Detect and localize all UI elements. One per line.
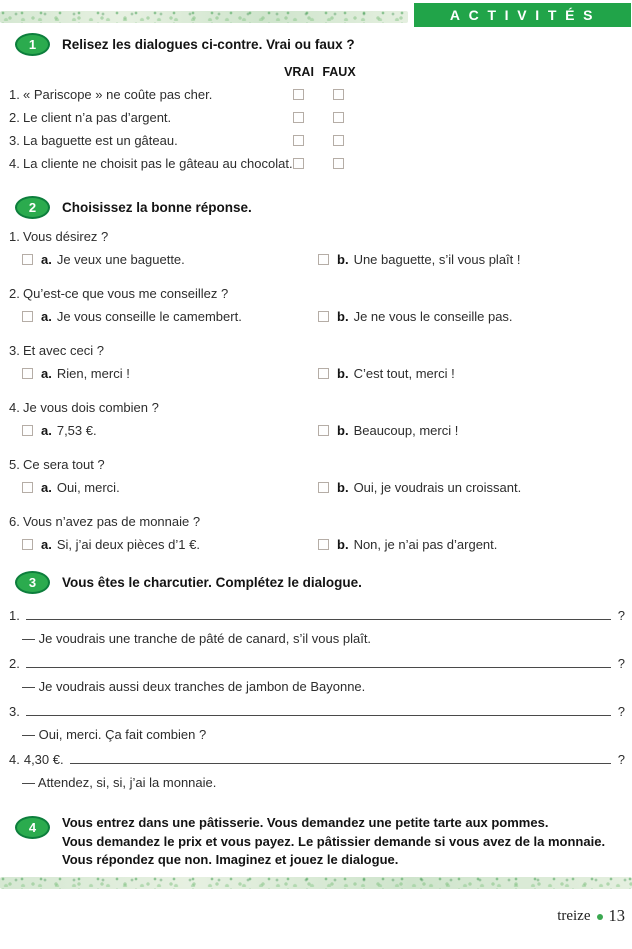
option-b xyxy=(318,423,458,438)
true-false-row xyxy=(0,156,632,179)
option-b-label: b. xyxy=(337,252,349,267)
exercise-1 xyxy=(0,33,632,179)
option-b-text: Je ne vous le conseille pas. xyxy=(353,309,513,324)
option-a-checkbox[interactable] xyxy=(22,425,33,436)
exercise-2-header xyxy=(0,196,632,219)
true-false-column-headers xyxy=(0,65,632,81)
option-b-checkbox[interactable] xyxy=(318,254,329,265)
item-number: 2. xyxy=(9,656,20,671)
true-false-list xyxy=(0,87,632,179)
question-line xyxy=(0,514,632,531)
question-number: 6. xyxy=(9,514,20,529)
question-line xyxy=(0,400,632,417)
option-b-checkbox[interactable] xyxy=(318,368,329,379)
option-b-checkbox[interactable] xyxy=(318,311,329,322)
option-a-text: 7,53 €. xyxy=(56,423,97,438)
dialogue-reply: — Je voudrais une tranche de pâté de canard, s’il vous plaît. xyxy=(22,631,372,646)
exercise-1-header xyxy=(0,33,632,56)
multiple-choice-list xyxy=(0,229,632,571)
mc-question-block xyxy=(0,514,632,571)
option-b-label: b. xyxy=(337,309,349,324)
dialogue-reply: — Oui, merci. Ça fait combien ? xyxy=(22,727,207,742)
option-a-text: Rien, merci ! xyxy=(56,366,130,381)
exercise-3-badge: 3 xyxy=(15,571,50,594)
option-b xyxy=(318,309,513,324)
mc-question-block xyxy=(0,286,632,343)
faux-checkbox[interactable] xyxy=(333,112,344,123)
exercise-1-title: Relisez les dialogues ci-contre. Vrai ou faux ? xyxy=(62,37,355,52)
statement-text: La cliente ne choisit pas le gâteau au chocolat. xyxy=(23,156,293,171)
question-mark: ? xyxy=(617,704,625,719)
statement-text: La baguette est un gâteau. xyxy=(23,133,178,148)
option-a xyxy=(22,252,185,267)
option-a-label: a. xyxy=(41,309,52,324)
option-a-label: a. xyxy=(41,537,52,552)
exercise-2-title: Choisissez la bonne réponse. xyxy=(62,200,252,215)
option-b-label: b. xyxy=(337,366,349,381)
options-row xyxy=(0,480,632,497)
item-number: 2. xyxy=(9,110,20,125)
vrai-checkbox[interactable] xyxy=(293,89,304,100)
fill-in-blank-line[interactable] xyxy=(26,666,611,668)
mc-question-block xyxy=(0,457,632,514)
question-text: Je vous dois combien ? xyxy=(23,400,159,415)
item-number: 1. xyxy=(9,87,20,102)
exercise-4 xyxy=(0,814,632,870)
option-b xyxy=(318,537,497,552)
fill-in-blank-line[interactable] xyxy=(26,618,611,620)
true-false-row xyxy=(0,87,632,110)
true-false-row xyxy=(0,110,632,133)
vrai-column-header: VRAI xyxy=(284,65,314,79)
exercise-3-header xyxy=(0,571,632,594)
question-text: Vous désirez ? xyxy=(23,229,109,244)
instruction-line: Vous demandez le prix et vous payez. Le pâtissier demande si vous avez de la monnaie. xyxy=(62,833,606,849)
faux-checkbox[interactable] xyxy=(333,135,344,146)
options-row xyxy=(0,423,632,440)
question-line xyxy=(0,286,632,303)
option-a xyxy=(22,423,97,438)
faux-column-header: FAUX xyxy=(322,65,356,79)
dialogue-reply: — Attendez, si, si, j’ai la monnaie. xyxy=(22,775,217,790)
answer-prefix: 4,30 €. xyxy=(23,752,64,767)
option-b-label: b. xyxy=(337,423,349,438)
dialogue-completion-list xyxy=(0,606,632,798)
option-b-text: Oui, je voudrais un croissant. xyxy=(353,480,522,495)
option-b-checkbox[interactable] xyxy=(318,425,329,436)
option-a-label: a. xyxy=(41,423,52,438)
mc-question-block xyxy=(0,400,632,457)
option-a xyxy=(22,366,130,381)
option-b-label: b. xyxy=(337,480,349,495)
option-a-checkbox[interactable] xyxy=(22,311,33,322)
question-number: 2. xyxy=(9,286,20,301)
question-text: Et avec ceci ? xyxy=(23,343,104,358)
question-text: Qu’est-ce que vous me conseillez ? xyxy=(23,286,229,301)
blank-answer-row xyxy=(0,654,632,671)
blank-answer-row xyxy=(0,606,632,623)
option-a-checkbox[interactable] xyxy=(22,482,33,493)
exercise-3 xyxy=(0,571,632,798)
item-number: 4. xyxy=(9,752,20,767)
dialogue-reply: — Je voudrais aussi deux tranches de jambon de Bayonne. xyxy=(22,679,366,694)
question-mark: ? xyxy=(617,608,625,623)
option-a-checkbox[interactable] xyxy=(22,368,33,379)
mc-question-block xyxy=(0,229,632,286)
texture-strip-bottom xyxy=(0,877,632,889)
dialogue-item xyxy=(0,654,632,702)
option-b xyxy=(318,366,455,381)
question-mark: ? xyxy=(617,752,625,767)
option-a-text: Je vous conseille le camembert. xyxy=(56,309,242,324)
option-b-text: Non, je n’ai pas d’argent. xyxy=(353,537,498,552)
vrai-checkbox[interactable] xyxy=(293,112,304,123)
option-b xyxy=(318,252,521,267)
option-a-checkbox[interactable] xyxy=(22,254,33,265)
faux-checkbox[interactable] xyxy=(333,89,344,100)
option-b xyxy=(318,480,521,495)
item-number: 3. xyxy=(9,133,20,148)
mc-question-block xyxy=(0,343,632,400)
question-line xyxy=(0,457,632,474)
instruction-line: Vous répondez que non. Imaginez et jouez le dialogue. xyxy=(62,852,399,867)
question-text: Vous n’avez pas de monnaie ? xyxy=(23,514,201,529)
page-number: 13 xyxy=(608,906,625,925)
page-number-word: treize xyxy=(557,907,591,924)
fill-in-blank-line[interactable] xyxy=(70,762,611,764)
option-a-label: a. xyxy=(41,252,52,267)
fill-in-blank-line[interactable] xyxy=(26,714,611,716)
exercise-2-badge: 2 xyxy=(15,196,50,219)
option-a xyxy=(22,480,120,495)
exercise-2 xyxy=(0,196,632,571)
blank-answer-row xyxy=(0,750,632,767)
question-number: 5. xyxy=(9,457,20,472)
item-number: 4. xyxy=(9,156,20,171)
vrai-checkbox[interactable] xyxy=(293,158,304,169)
option-a xyxy=(22,537,200,552)
option-a-text: Je veux une baguette. xyxy=(56,252,185,267)
instruction-line: Vous entrez dans une pâtisserie. Vous demandez une petite tarte aux pommes. xyxy=(62,815,549,830)
option-b-text: C’est tout, merci ! xyxy=(353,366,455,381)
option-a-text: Si, j’ai deux pièces d’1 €. xyxy=(56,537,200,552)
option-a-label: a. xyxy=(41,480,52,495)
question-line xyxy=(0,343,632,360)
question-line xyxy=(0,229,632,246)
option-b-label: b. xyxy=(337,537,349,552)
statement-text: « Pariscope » ne coûte pas cher. xyxy=(23,87,213,102)
dialogue-item xyxy=(0,702,632,750)
item-number: 3. xyxy=(9,704,20,719)
statement-text: Le client n’a pas d’argent. xyxy=(23,110,172,125)
page-footer xyxy=(557,906,625,926)
option-b-text: Une baguette, s’il vous plaît ! xyxy=(353,252,521,267)
dialogue-item xyxy=(0,606,632,654)
exercise-4-instructions xyxy=(62,814,605,870)
exercise-1-badge: 1 xyxy=(15,33,50,56)
blank-answer-row xyxy=(0,702,632,719)
option-a xyxy=(22,309,242,324)
question-text: Ce sera tout ? xyxy=(23,457,105,472)
option-b-text: Beaucoup, merci ! xyxy=(353,423,459,438)
options-row xyxy=(0,252,632,269)
footer-dot-icon xyxy=(597,914,603,920)
exercise-3-title: Vous êtes le charcutier. Complétez le dialogue. xyxy=(62,575,362,590)
option-a-label: a. xyxy=(41,366,52,381)
option-b-checkbox[interactable] xyxy=(318,482,329,493)
options-row xyxy=(0,366,632,383)
texture-strip-top xyxy=(0,11,408,23)
true-false-row xyxy=(0,133,632,156)
option-a-text: Oui, merci. xyxy=(56,480,120,495)
question-number: 1. xyxy=(9,229,20,244)
option-b-checkbox[interactable] xyxy=(318,539,329,550)
dialogue-item xyxy=(0,750,632,798)
faux-checkbox[interactable] xyxy=(333,158,344,169)
question-mark: ? xyxy=(617,656,625,671)
vrai-checkbox[interactable] xyxy=(293,135,304,146)
options-row xyxy=(0,309,632,326)
option-a-checkbox[interactable] xyxy=(22,539,33,550)
exercise-4-badge: 4 xyxy=(15,816,50,839)
item-number: 1. xyxy=(9,608,20,623)
question-number: 4. xyxy=(9,400,20,415)
options-row xyxy=(0,537,632,554)
question-number: 3. xyxy=(9,343,20,358)
activites-banner: ACTIVITÉS xyxy=(414,3,631,27)
